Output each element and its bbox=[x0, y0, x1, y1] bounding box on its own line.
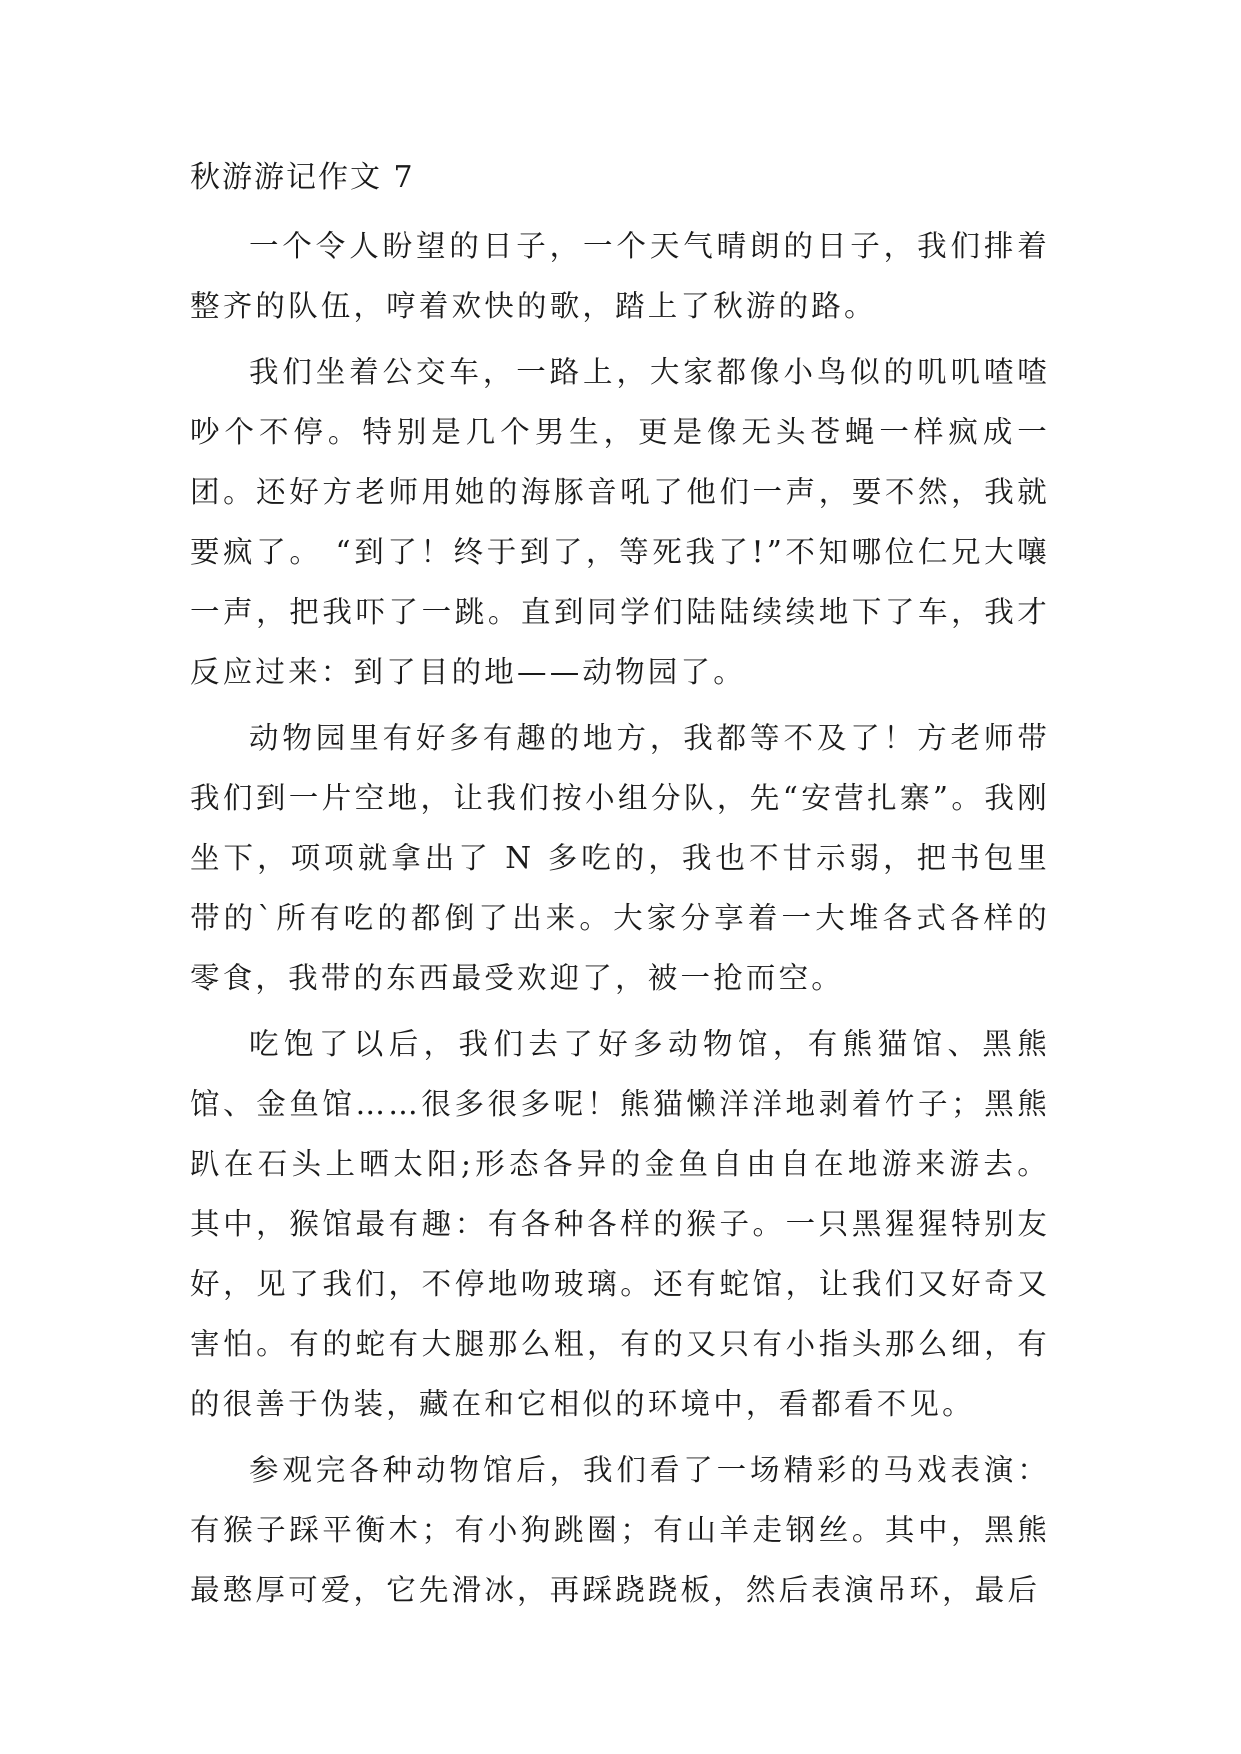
essay-title: 秋游游记作文 7 bbox=[190, 160, 415, 195]
paragraph: 一个令人盼望的日子，一个天气晴朗的日子，我们排着整齐的队伍，哼着欢快的歌，踏上了秋游的路。 bbox=[190, 229, 1050, 323]
paragraph: 吃饱了以后，我们去了好多动物馆，有熊猫馆、黑熊馆、金鱼馆……很多很多呢！熊猫懒洋洋地剥着竹子；黑熊趴在石头上晒太阳;形态各异的金鱼自由自在地游来游去。其中，猴馆最有趣：有各种各样的猴子。一只黑猩猩特别友好，见了我们，不停地吻玻璃。还有蛇馆，让我们又好奇又害怕。有的蛇有大腿那么粗，有的又只有小指头那么细，有的很善于伪装，藏在和它相似的环境中，看都看不见。 bbox=[190, 1027, 1050, 1421]
paragraph: 动物园里有好多有趣的地方，我都等不及了！方老师带我们到一片空地，让我们按小组分队，先“安营扎寨”。我刚坐下，项项就拿出了 N 多吃的，我也不甘示弱，把书包里带的`所有吃的都倒了出来。大家分享着一大堆各式各样的零食，我带的东西最受欢迎了，被一抢而空。 bbox=[190, 721, 1050, 995]
document-body bbox=[190, 160, 1050, 1620]
paragraph: 我们坐着公交车，一路上，大家都像小鸟似的叽叽喳喳吵个不停。特别是几个男生，更是像无头苍蝇一样疯成一团。还好方老师用她的海豚音吼了他们一声，要不然，我就要疯了。 “到了！终于到了，等死我了!”不知哪位仁兄大嚷一声，把我吓了一跳。直到同学们陆陆续续地下了车，我才反应过来：到了目的地——动物园了。 bbox=[190, 355, 1050, 689]
paragraph: 参观完各种动物馆后，我们看了一场精彩的马戏表演：有猴子踩平衡木；有小狗跳圈；有山羊走钢丝。其中，黑熊最憨厚可爱，它先滑冰，再踩跷跷板，然后表演吊环，最后 bbox=[190, 1453, 1050, 1607]
